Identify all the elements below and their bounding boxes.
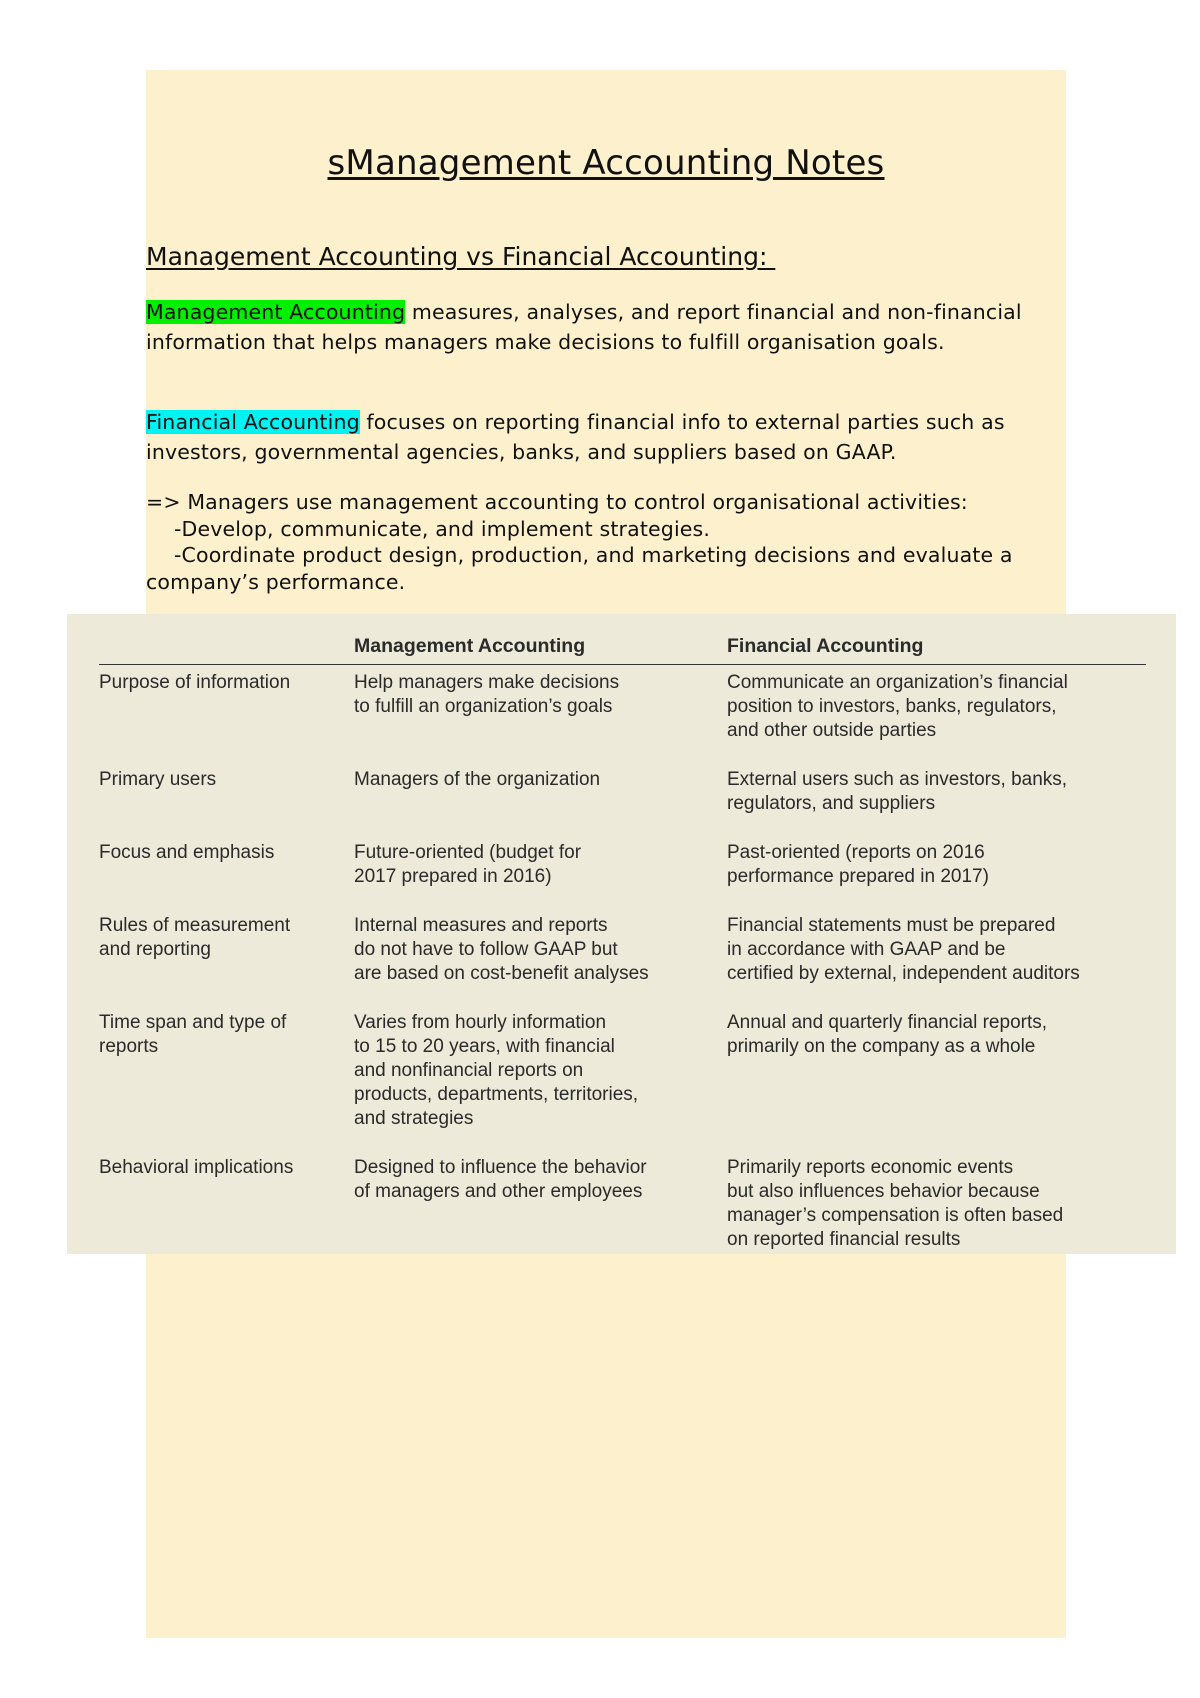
management-cell: Future-oriented (budget for 2017 prepared in 2016) — [354, 842, 582, 887]
paragraph-text: measures, analyses, and report financial and non-financial information that helps managers make decisions to fulfill organisation goals. — [146, 300, 1022, 354]
table-row — [99, 908, 1146, 1005]
paragraph-managers-use — [146, 489, 1066, 595]
management-cell: Internal measures and reports do not have to follow GAAP but are based on cost-benefit analyses — [354, 915, 649, 984]
header-cell-blank — [99, 624, 354, 665]
financial-cell: Annual and quarterly financial reports, primarily on the company as a whole — [727, 1012, 1048, 1057]
management-cell: Managers of the organization — [354, 769, 601, 790]
highlight-financial-accounting: Financial Accounting — [146, 410, 360, 434]
financial-cell: External users such as investors, banks, regulators, and suppliers — [727, 769, 1068, 814]
management-cell: Designed to influence the behavior of managers and other employees — [354, 1157, 647, 1202]
paragraph-line: => Managers use management accounting to control organisational activities: — [146, 490, 968, 514]
table-row — [99, 665, 1146, 763]
row-label: Rules of measurement and reporting — [99, 915, 291, 960]
section-heading: Management Accounting vs Financial Accounting: — [146, 242, 776, 271]
bullet-develop: -Develop, communicate, and implement strategies. — [174, 516, 711, 541]
paragraph-financial-accounting — [146, 408, 1066, 467]
document-title: sManagement Accounting Notes — [327, 143, 885, 183]
comparison-table-image — [67, 614, 1176, 1254]
financial-cell: Past-oriented (reports on 2016 performance prepared in 2017) — [727, 842, 989, 887]
paragraph-management-accounting — [146, 298, 1066, 357]
highlight-management-accounting: Management Accounting — [146, 300, 406, 324]
comparison-table — [99, 624, 1146, 1271]
row-label: Time span and type of reports — [99, 1012, 287, 1057]
table-row — [99, 1005, 1146, 1150]
row-label: Behavioral implications — [99, 1157, 294, 1178]
table-row — [99, 1150, 1146, 1271]
row-label: Purpose of information — [99, 672, 291, 693]
header-financial-accounting: Financial Accounting — [727, 624, 1146, 665]
header-management-accounting: Management Accounting — [354, 624, 727, 665]
table-body — [99, 665, 1146, 1272]
bullet-coordinate: -Coordinate product design, production, and marketing decisions and evaluate a company’s performance. — [146, 543, 1013, 594]
row-label: Focus and emphasis — [99, 842, 275, 863]
table-row — [99, 835, 1146, 908]
management-cell: Help managers make decisions to fulfill an organization’s goals — [354, 672, 620, 717]
paragraph-text: focuses on reporting financial info to external parties such as investors, governmental agencies, banks, and suppliers based on GAAP. — [146, 410, 1005, 464]
row-label: Primary users — [99, 769, 217, 790]
management-cell: Varies from hourly information to 15 to 20 years, with financial and nonfinancial reports on products, departments, territories, and strategies — [354, 1012, 639, 1129]
financial-cell: Financial statements must be prepared in accordance with GAAP and be certified by external, independent auditors — [727, 915, 1080, 984]
table-header-row — [99, 624, 1146, 665]
financial-cell: Primarily reports economic events but also influences behavior because manager’s compensation is often based on reported financial results — [727, 1157, 1064, 1250]
table-row — [99, 762, 1146, 835]
financial-cell: Communicate an organization’s financial position to investors, banks, regulators, and other outside parties — [727, 672, 1068, 741]
